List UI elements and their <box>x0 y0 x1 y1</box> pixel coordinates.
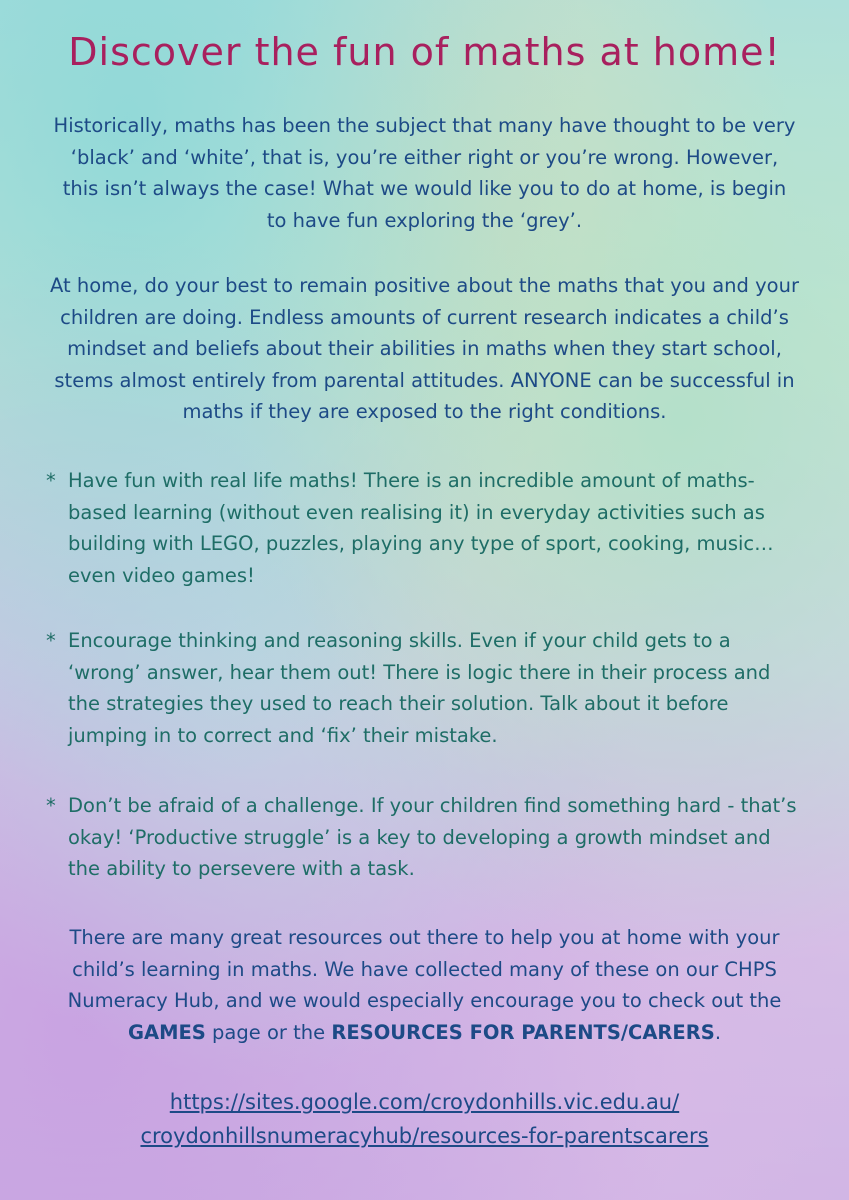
link-line-2[interactable]: croydonhillsnumeracyhub/resources-for-parentscarers <box>140 1124 709 1148</box>
games-page-label: GAMES <box>127 1020 206 1044</box>
numeracy-hub-link[interactable] <box>0 1085 849 1153</box>
resources-text-end: . <box>714 1020 722 1044</box>
bullet-marker: * <box>46 794 56 817</box>
resources-text-before: There are many great resources out there to help you at home with your child’s learning in maths. We have collected many of these on our CHPS Numeracy Hub, and we would especially encourage you to check out the <box>67 926 782 1012</box>
resources-text-middle: page or the <box>212 1020 326 1044</box>
bullet-marker: * <box>46 469 56 492</box>
link-line-1[interactable]: https://sites.google.com/croydonhills.vic.edu.au/ <box>169 1090 680 1114</box>
bullet-challenge <box>46 790 806 885</box>
resources-paragraph <box>50 922 799 1048</box>
bullet-reasoning-skills <box>46 625 806 751</box>
positivity-paragraph: At home, do your best to remain positive about the maths that you and your children are doing. Endless amounts of current research indicates a child’s mindset and beliefs about their abilities in maths when they start school, stems almost entirely from parental attitudes. ANYONE can be successful in maths if they are exposed to the right conditions. <box>50 274 799 423</box>
parents-carers-page-label: RESOURCES FOR PARENTS/CARERS <box>331 1020 715 1044</box>
bullet-marker: * <box>46 629 56 652</box>
bullet-real-life-maths <box>46 465 806 591</box>
page-title: Discover the fun of maths at home! <box>68 30 781 74</box>
bullet-text: Encourage thinking and reasoning skills. Even if your child gets to a ‘wrong’ answer, hear them out! There is logic there in their process and the strategies they used to reach their solution. Talk about it before jumping in to correct and ‘fix’ their mistake. <box>68 629 771 747</box>
bullet-text: Have fun with real life maths! There is an incredible amount of maths-based learning (without even realising it) in everyday activities such as building with LEGO, puzzles, playing any type of sport, cooking, music… even video games! <box>68 469 774 587</box>
bullet-text: Don’t be afraid of a challenge. If your children find something hard - that’s okay! ‘Productive struggle’ is a key to developing a growth mindset and the ability to persevere with a task. <box>68 794 797 880</box>
intro-paragraph: Historically, maths has been the subject that many have thought to be very ‘black’ and ‘white’, that is, you’re either right or you’re wrong. However, this isn’t always the case! What we would like you to do at home, is begin to have fun exploring the ‘grey’. <box>53 114 796 232</box>
